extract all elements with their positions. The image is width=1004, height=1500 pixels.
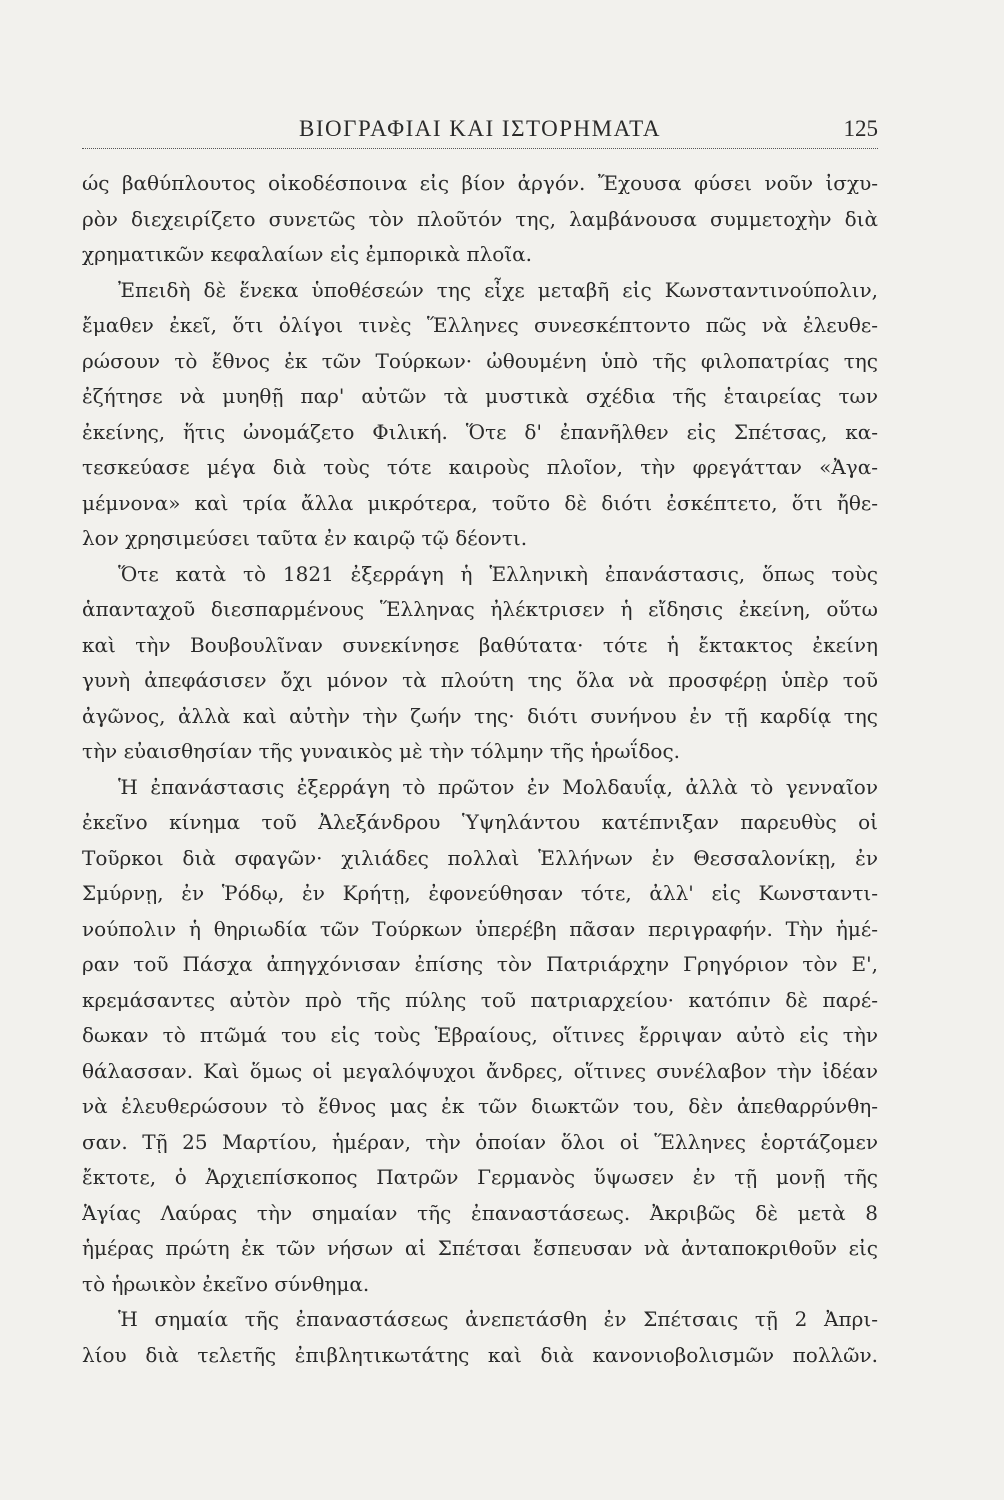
- text-line: ἀγῶνος, ἀλλὰ καὶ αὐτὴν τὴν ζωήν της· διότι συνήνου ἐν τῇ καρδίᾳ της: [82, 703, 878, 728]
- text-line: τὸ ἡρωικὸν ἐκεῖνο σύνθημα.: [82, 1271, 370, 1296]
- text-line: τεσκεύασε μέγα διὰ τοὺς τότε καιροὺς πλοῖον, τὴν φρεγάτταν «Ἀγα-: [82, 455, 878, 479]
- text-line: θάλασσαν. Καὶ ὅμως οἱ μεγαλόψυχοι ἄνδρες, οἵτινες συνέλαβον τὴν ἰδέαν: [82, 1058, 878, 1083]
- text-line: Ἁγίας Λαύρας τὴν σημαίαν τῆς ἐπαναστάσεως. Ἀκριβῶς δὲ μετὰ 8: [82, 1200, 878, 1225]
- text-line: Τοῦρκοι διὰ σφαγῶν· χιλιάδες πολλαὶ Ἑλλήνων ἐν Θεσσαλονίκῃ, ἐν: [82, 845, 878, 870]
- text-line: σαν. Τῇ 25 Μαρτίου, ἡμέραν, τὴν ὁποίαν ὅλοι οἱ Ἕλληνες ἑορτάζομεν: [82, 1129, 878, 1154]
- text-line: γυνὴ ἀπεφάσισεν ὄχι μόνον τὰ πλούτη της ὅλα νὰ προσφέρῃ ὑπὲρ τοῦ: [82, 668, 878, 692]
- text-line: ἔκτοτε, ὁ Ἀρχιεπίσκοπος Πατρῶν Γερμανὸς ὕψωσεν ἐν τῇ μονῇ τῆς: [82, 1165, 878, 1189]
- text-line: νὰ ἐλευθερώσουν τὸ ἔθνος μας ἐκ τῶν διωκτῶν του, δὲν ἀπεθαρρύνθη-: [82, 1094, 878, 1118]
- header-rule: [82, 148, 878, 149]
- text-line: λίου διὰ τελετῆς ἐπιβλητικωτάτης καὶ διὰ κανονιοβολισμῶν πολλῶν.: [82, 1342, 878, 1367]
- text-line: μέμνονα» καὶ τρία ἄλλα μικρότερα, τοῦτο δὲ διότι ἐσκέπτετο, ὅτι ἤθε-: [82, 490, 878, 515]
- text-line: Ἡ ἐπανάστασις ἐξερράγη τὸ πρῶτον ἐν Μολδαυΐᾳ, ἀλλὰ τὸ γενναῖον: [118, 774, 878, 799]
- text-line: ώς βαθύπλουτος οἰκοδέσποινα εἰς βίον ἀργόν. Ἔχουσα φύσει νοῦν ἰσχυ-: [82, 171, 878, 195]
- text-line: νούπολιν ἡ θηριωδία τῶν Τούρκων ὑπερέβη πᾶσαν περιγραφήν. Τὴν ἡμέ-: [82, 916, 878, 941]
- text-line: Σμύρνῃ, ἐν Ῥόδῳ, ἐν Κρήτῃ, ἐφονεύθησαν τότε, ἀλλ' εἰς Κωνσταντι-: [82, 881, 878, 905]
- text-line: λον χρησιμεύσει ταῦτα ἐν καιρῷ τῷ δέοντι.: [82, 526, 528, 550]
- text-line: ἁπανταχοῦ διεσπαρμένους Ἕλληνας ἠλέκτρισεν ἡ εἴδησις ἐκείνη, οὕτω: [82, 597, 878, 621]
- text-line: ραν τοῦ Πάσχα ἀπηγχόνισαν ἐπίσης τὸν Πατριάρχην Γρηγόριον τὸν Ε',: [82, 952, 878, 976]
- text-line: ρώσουν τὸ ἔθνος ἐκ τῶν Τούρκων· ὠθουμένη ὑπὸ τῆς φιλοπατρίας της: [82, 348, 878, 373]
- text-line: ἐκεῖνο κίνημα τοῦ Ἀλεξάνδρου Ὑψηλάντου κατέπνιξαν παρευθὺς οἱ: [82, 810, 878, 834]
- text-line: ἐζήτησε νὰ μυηθῇ παρ' αὐτῶν τὰ μυστικὰ σχέδια τῆς ἑταιρείας των: [82, 384, 878, 408]
- body-text: [82, 166, 878, 1373]
- text-line: κρεμάσαντες αὐτὸν πρὸ τῆς πύλης τοῦ πατριαρχείου· κατόπιν δὲ παρέ-: [82, 987, 878, 1012]
- text-line: ἐκείνης, ἥτις ὠνομάζετο Φιλική. Ὅτε δ' ἐπανῆλθεν εἰς Σπέτσας, κα-: [82, 419, 878, 444]
- page-number: 125: [843, 116, 878, 141]
- text-line: ρὸν διεχειρίζετο συνετῶς τὸν πλοῦτόν της, λαμβάνουσα συμμετοχὴν διὰ: [82, 206, 878, 231]
- page-header: [82, 116, 878, 152]
- text-line: δωκαν τὸ πτῶμά του εἰς τοὺς Ἑβραίους, οἵτινες ἔρριψαν αὐτὸ εἰς τὴν: [82, 1023, 878, 1047]
- text-line: τὴν εὐαισθησίαν τῆς γυναικὸς μὲ τὴν τόλμην τῆς ἡρωΐδος.: [82, 739, 681, 763]
- text-line: Ἡ σημαία τῆς ἐπαναστάσεως ἀνεπετάσθη ἐν Σπέτσαις τῇ 2 Ἀπρι-: [118, 1307, 878, 1331]
- text-line: χρηματικῶν κεφαλαίων εἰς ἐμπορικὰ πλοῖα.: [82, 242, 533, 266]
- running-title: ΒΙΟΓΡΑΦΙΑΙ ΚΑΙ ΙΣΤΟΡΗΜΑΤΑ: [299, 116, 661, 141]
- text-line: Ὅτε κατὰ τὸ 1821 ἐξερράγη ἡ Ἑλληνικὴ ἐπανάστασις, ὅπως τοὺς: [118, 561, 878, 586]
- text-line: ἔμαθεν ἐκεῖ, ὅτι ὀλίγοι τινὲς Ἕλληνες συνεσκέπτοντο πῶς νὰ ἐλευθε-: [82, 313, 878, 337]
- text-line: καὶ τὴν Βουβουλῖναν συνεκίνησε βαθύτατα· τότε ἡ ἔκτακτος ἐκείνη: [82, 632, 878, 657]
- text-line: ἡμέρας πρώτη ἐκ τῶν νήσων αἱ Σπέτσαι ἔσπευσαν νὰ ἀνταποκριθοῦν εἰς: [82, 1236, 878, 1260]
- text-line: Ἐπειδὴ δὲ ἕνεκα ὑποθέσεών της εἶχε μεταβῆ εἰς Κωνσταντινούπολιν,: [118, 277, 878, 302]
